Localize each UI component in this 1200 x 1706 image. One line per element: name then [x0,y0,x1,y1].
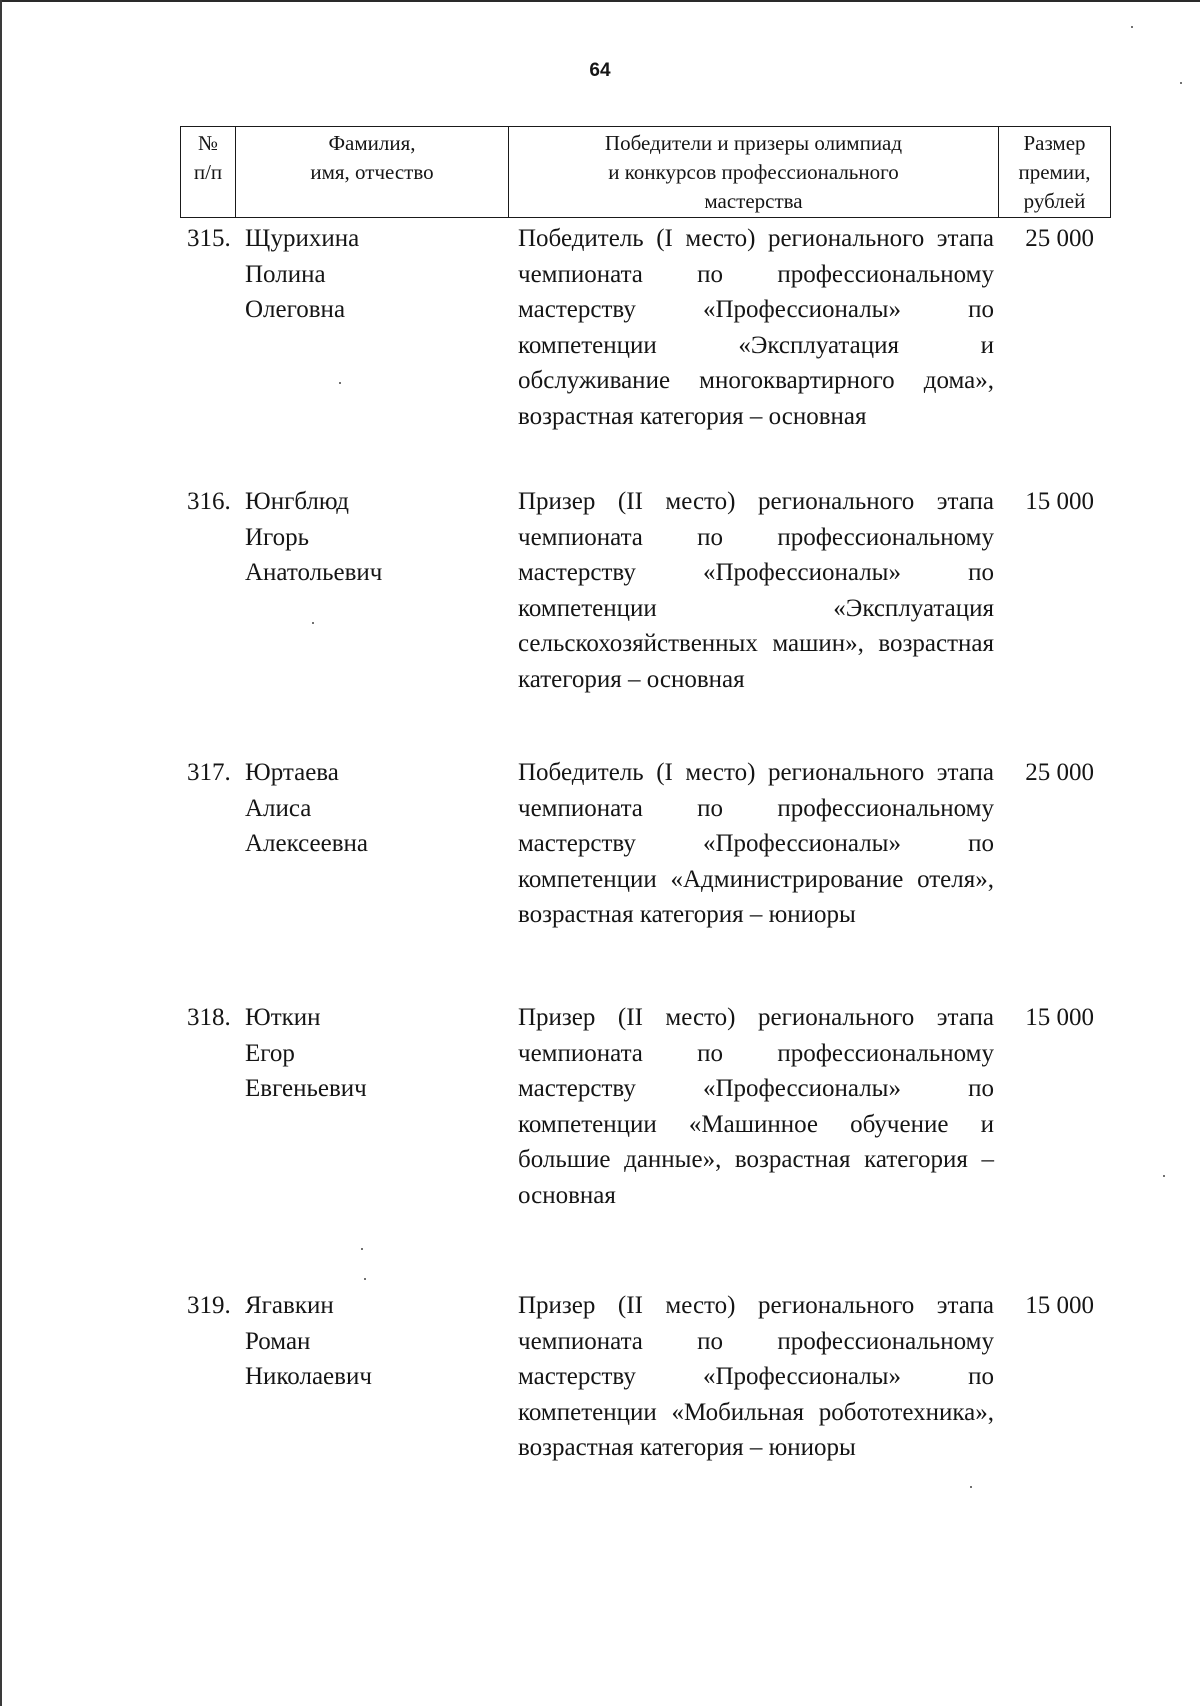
row-amount: 25 000 [1025,225,1094,252]
row-number: 315. [187,225,231,252]
page-edge-top [0,0,1200,2]
row-amount: 15 000 [1025,488,1094,515]
row-number: 318. [187,1004,231,1031]
scan-speck [339,382,341,384]
table-header [180,126,1111,218]
row-amount: 25 000 [1025,759,1094,786]
row-name: Ягавкин Роман Николаевич [245,1292,372,1391]
scan-speck [1163,1175,1165,1177]
row-description: Победитель (I место) регионального этапа чемпионата по профессиональному мастерству «Профессионалы» по компетенции «Эксплуатация и обслуживание многоквартирного дома», возрастная категория – основная [518,225,994,430]
row-name: Юртаева Алиса Алексеевна [245,759,369,858]
row-name: Юнгблюд Игорь Анатольевич [245,488,383,587]
row-description: Призер (II место) регионального этапа чемпионата по профессиональному мастерству «Профессионалы» по компетенции «Эксплуатация сельскохозяйственных машин», возрастная категория – основная [518,488,994,693]
row-number: 319. [187,1292,231,1319]
row-name: Юткин Егор Евгеньевич [245,1004,367,1103]
row-number: 316. [187,488,231,515]
page-edge-left [0,0,2,1706]
scan-speck [364,1278,366,1280]
scan-speck [312,622,314,624]
row-description: Победитель (I место) регионального этапа чемпионата по профессиональному мастерству «Профессионалы» по компетенции «Администрирование отеля», возрастная категория – юниоры [518,759,994,929]
scan-speck [1180,82,1182,84]
row-description: Призер (II место) регионального этапа чемпионата по профессиональному мастерству «Профессионалы» по компетенции «Машинное обучение и большие данные», возрастная категория – основная [518,1004,994,1209]
header-col-number: № п/п [181,127,236,217]
header-col-name: Фамилия, имя, отчество [236,127,509,217]
header-col-description: Победители и призеры олимпиад и конкурсов профессионального мастерства [509,127,999,217]
scan-speck [970,1486,972,1488]
scan-speck [361,1248,363,1250]
row-amount: 15 000 [1025,1004,1094,1031]
row-amount: 15 000 [1025,1292,1094,1319]
row-number: 317. [187,759,231,786]
row-name: Щурихина Полина Олеговна [245,225,360,324]
row-description: Призер (II место) регионального этапа чемпионата по профессиональному мастерству «Профессионалы» по компетенции «Мобильная робототехника», возрастная категория – юниоры [518,1292,994,1462]
scan-speck [1131,26,1133,28]
header-col-amount: Размер премии, рублей [1018,131,1091,213]
page-number: 64 [589,60,611,81]
